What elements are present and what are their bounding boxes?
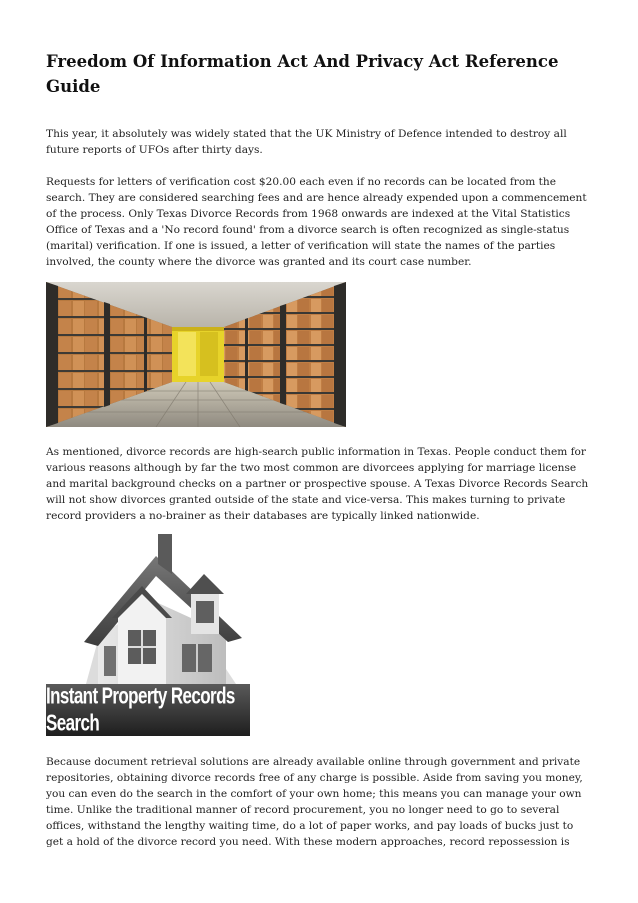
- document-title: Freedom Of Information Act And Privacy Act Reference Guide: [46, 52, 559, 96]
- paragraph-3: As mentioned, divorce records are high-search public information in Texas. People conduct them for various reasons although by far the two most common are divorcees applying for marriage license and marital background checks on a partner or prospective spouse. A Texas Divorce Records Search will not show divorces granted outside of the state and vice-versa. This makes turning to private record providers a no-brainer as their databases are typically linked nationwide.: [46, 446, 589, 522]
- house-photo-icon: [46, 534, 250, 684]
- paragraph-4: Because document retrieval solutions are already available online through government and private repositories, obtaining divorce records free of any charge is possible. Aside from saving you money, you can even do the search in the comfort of your own home; this means you can manage your own time. Unlike the traditional manner of record procurement, you no longer need to go to several offices, withstand the lengthy waiting time, do a lot of paper works, and pay loads of bucks just to get a hold of the divorce record you need. With these modern approaches, record repossession is: [46, 756, 583, 848]
- property-records-banner: [46, 684, 250, 736]
- property-records-image: [46, 534, 250, 738]
- banner-text: Instant Property Records Search: [46, 683, 235, 736]
- paragraph-1: This year, it absolutely was widely stated that the UK Ministry of Defence intended to destroy all future reports of UFOs after thirty days.: [46, 128, 567, 156]
- archive-shelves-image: [46, 282, 346, 427]
- paragraph-2: Requests for letters of verification cost $20.00 each even if no records can be located from the search. They are considered searching fees and are hence already expended upon a commencement of the process. Only Texas Divorce Records from 1968 onwards are indexed at the Vital Statistics Office of Texas and a 'No record found' from a divorce search is often recognized as single-status (marital) verification. If one is issued, a letter of verification will state the names of the parties involved, the county where the divorce was granted and its court case number.: [46, 176, 587, 268]
- archive-shelves-photo-icon: [46, 282, 346, 427]
